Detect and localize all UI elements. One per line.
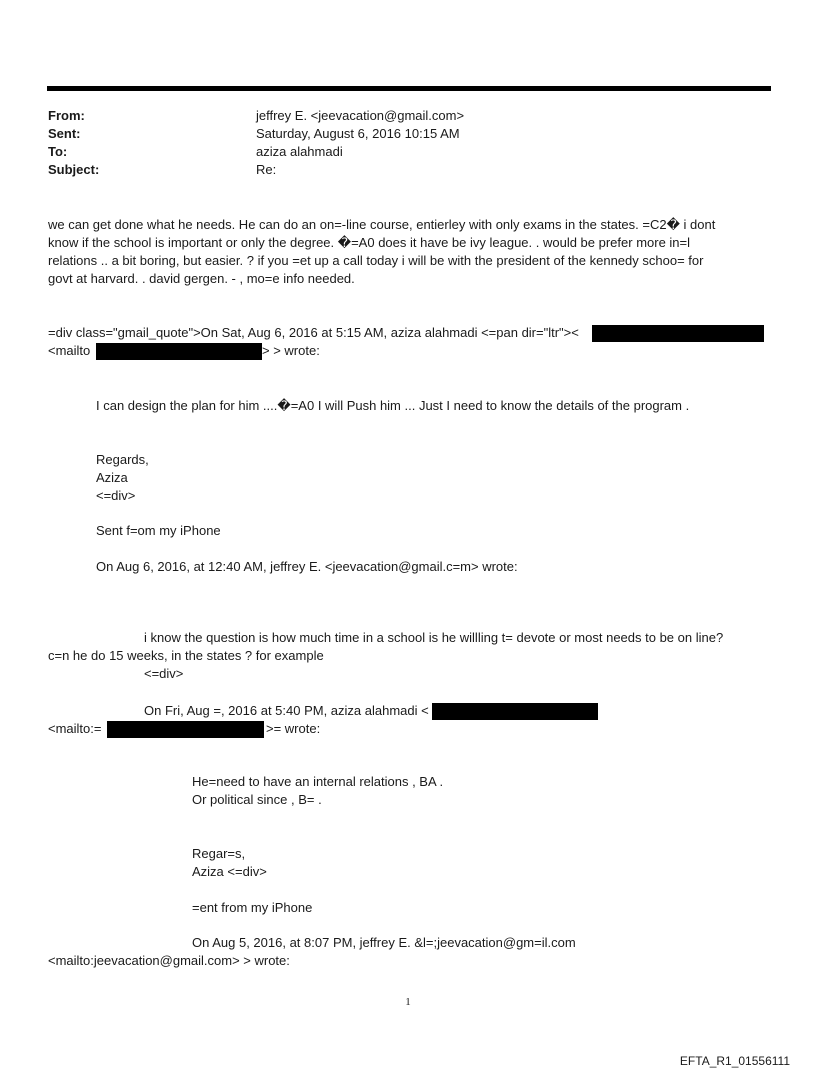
- quote-mailto-start: <mailto: [48, 343, 91, 358]
- quote2-mailto-end: >= wrote:: [266, 721, 321, 736]
- quote1-name: Aziza: [96, 470, 128, 485]
- quote3-regards: Regar=s,: [192, 846, 246, 861]
- quote3-line: Or political since , B= .: [192, 792, 322, 807]
- subject-label: Subject:: [48, 162, 100, 177]
- quote3-sent-from: =ent from my iPhone: [192, 900, 313, 915]
- from-label: From:: [48, 108, 85, 123]
- header-rule: [47, 86, 771, 91]
- body-line: relations .. a bit boring, but easier. ? if you =et up a call today i will be with the president of the kennedy schoo= for: [48, 253, 704, 268]
- quote3-mailto: <mailto:jeevacation@gmail.com> > wrote:: [48, 953, 290, 968]
- quote3-name: Aziza <=div>: [192, 864, 267, 879]
- body-line: know if the school is important or only the degree. �=A0 does it have be ivy league. . would be prefer more in=l: [48, 235, 691, 250]
- redaction-bar: [96, 343, 262, 360]
- redaction-bar: [107, 721, 264, 738]
- to-value: aziza alahmadi: [256, 144, 343, 159]
- redaction-bar: [592, 325, 764, 342]
- quote2-line: i know the question is how much time in a school is he willling t= devote or most needs to be on line?: [144, 630, 724, 645]
- quote-mailto-end: > > wrote:: [262, 343, 320, 358]
- quote2-on-line: On Fri, Aug =, 2016 at 5:40 PM, aziza alahmadi <: [144, 703, 429, 718]
- quote1-text: I can design the plan for him ....�=A0 I will Push him ... Just I need to know the details of the program .: [96, 398, 690, 413]
- redaction-bar: [432, 703, 598, 720]
- quote1-div: <=div>: [96, 488, 136, 503]
- quote2-mailto-start: <mailto:=: [48, 721, 102, 736]
- quote3-line: He=need to have an internal relations , BA .: [192, 774, 444, 789]
- sent-label: Sent:: [48, 126, 81, 141]
- page-number: 1: [405, 996, 411, 1008]
- bates-number: EFTA_R1_01556111: [679, 1054, 790, 1068]
- from-value: jeffrey E. <jeevacation@gmail.com>: [256, 108, 465, 123]
- quote1-on-line: On Aug 6, 2016, at 12:40 AM, jeffrey E. <jeevacation@gmail.c=m> wrote:: [96, 559, 518, 574]
- subject-value: Re:: [256, 162, 277, 177]
- quote-header-line: =div class="gmail_quote">On Sat, Aug 6, 2016 at 5:15 AM, aziza alahmadi <=pan dir="ltr"><: [48, 325, 579, 340]
- body-line: we can get done what he needs. He can do an on=-line course, entierley with only exams in the states. =C2� i dont: [48, 217, 716, 232]
- quote1-regards: Regards,: [96, 452, 149, 467]
- to-label: To:: [48, 144, 68, 159]
- sent-value: Saturday, August 6, 2016 10:15 AM: [256, 126, 460, 141]
- quote2-div: <=div>: [144, 666, 184, 681]
- body-line: govt at harvard. . david gergen. - , mo=e info needed.: [48, 271, 355, 286]
- quote3-on-line: On Aug 5, 2016, at 8:07 PM, jeffrey E. &l=;jeevacation@gm=il.com: [192, 935, 576, 950]
- quote2-line: c=n he do 15 weeks, in the states ? for example: [48, 648, 324, 663]
- quote1-sent-from: Sent f=om my iPhone: [96, 523, 221, 538]
